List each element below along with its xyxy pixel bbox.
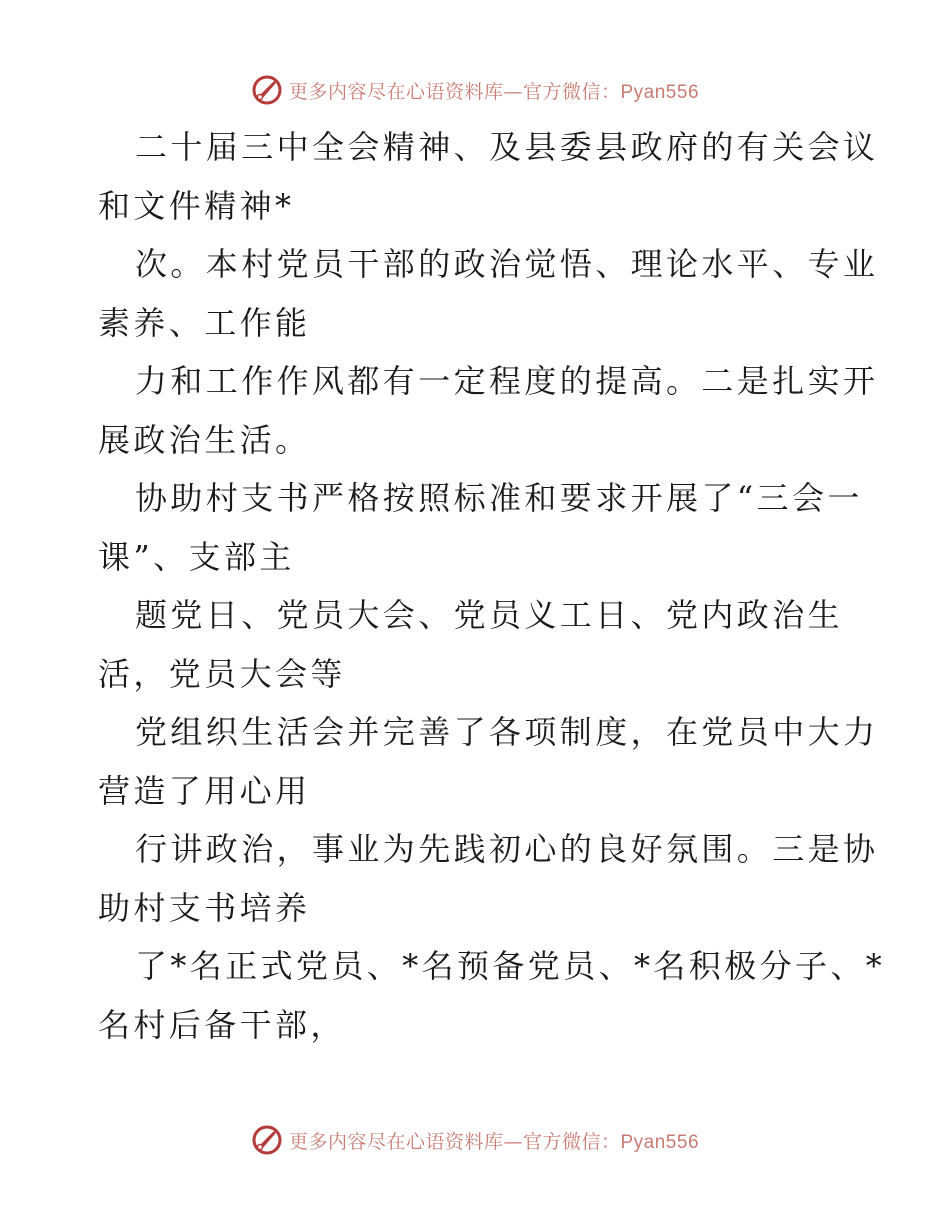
header-watermark (0, 70, 950, 110)
text-line: 课”、支部主 (98, 537, 295, 576)
text-line: 协助村支书严格按照标准和要求开展了“三会一 (135, 479, 863, 517)
text-line: 和文件精神* (98, 186, 295, 225)
watermark-text: 更多内容尽在心语资料库—官方微信：Pyan556 (288, 1130, 700, 1153)
text-line: 题党日、党员大会、党员义工日、党内政治生 (135, 596, 844, 634)
text-line: 名村后备干部， (98, 1005, 346, 1044)
text-line: 二十届三中全会精神、及县委县政府的有关会议 (135, 128, 879, 166)
text-line: 助村支书培养 (98, 888, 311, 927)
document-body (98, 118, 886, 1054)
text-line: 展政治生活。 (98, 420, 311, 459)
text-line: 次。本村党员干部的政治觉悟、理论水平、专业 (135, 245, 879, 283)
text-line: 素养、工作能 (98, 303, 311, 342)
text-line: 力和工作作风都有一定程度的提高。二是扎实开 (135, 362, 879, 400)
quill-logo-icon (251, 1124, 283, 1156)
text-line: 了*名正式党员、*名预备党员、*名积极分子、* (135, 947, 886, 985)
watermark-text: 更多内容尽在心语资料库—官方微信：Pyan556 (288, 80, 700, 103)
text-line: 活，党员大会等 (98, 654, 346, 693)
text-line: 营造了用心用 (98, 771, 311, 810)
footer-watermark (0, 1120, 950, 1160)
text-line: 行讲政治，事业为先践初心的良好氛围。三是协 (135, 830, 879, 868)
text-line: 党组织生活会并完善了各项制度，在党员中大力 (135, 713, 879, 751)
quill-logo-icon (251, 74, 283, 106)
